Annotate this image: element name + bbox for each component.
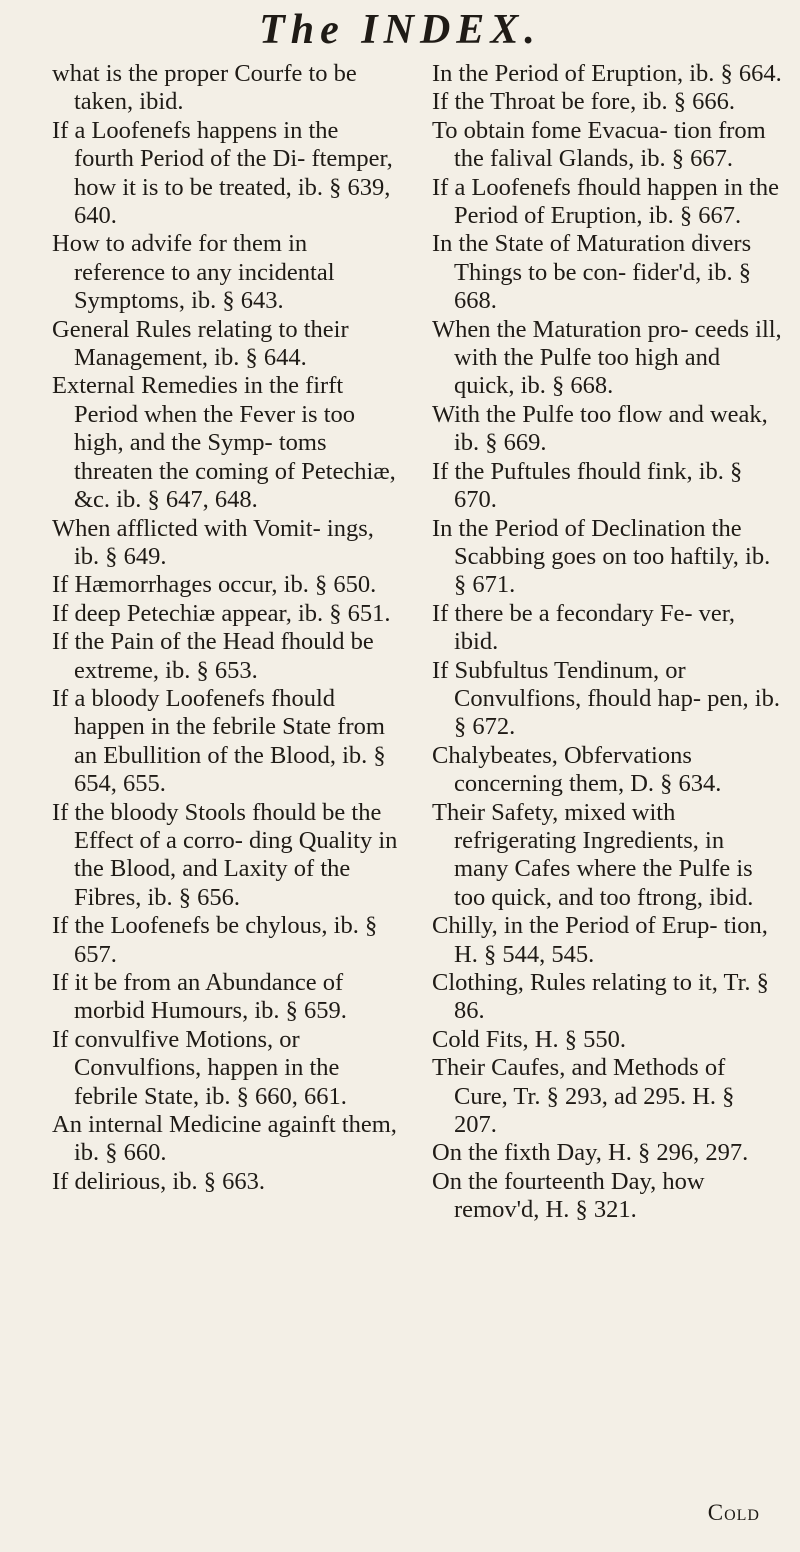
index-entry: When afflicted with Vomit- ings, ib. § 649.: [52, 514, 374, 570]
index-column-right: [432, 60, 782, 1225]
index-entry: Chalybeates, Obfervations concerning them, D. § 634.: [432, 741, 722, 798]
index-entry: How to advife for them in reference to any incidental Symptoms, ib. § 643.: [52, 230, 335, 315]
index-entry: If the Loofenefs be chylous, ib. § 657.: [52, 912, 378, 968]
index-entry: If convulfive Motions, or Convulfions, happen in the febrile State, ib. § 660, 661.: [52, 1025, 347, 1110]
index-entry: In the Period of Declination the Scabbing goes on too haftily, ib. § 671.: [432, 514, 771, 599]
index-entry: Cold Fits, H. § 550.: [432, 1025, 626, 1053]
index-entry: On the fixth Day, H. § 296, 297.: [432, 1139, 749, 1167]
index-entry: With the Pulfe too flow and weak, ib. § 669.: [432, 400, 768, 457]
index-entry: Clothing, Rules relating to it, Tr. § 86.: [432, 969, 769, 1025]
index-entry: In the Period of Eruption, ib. § 664.: [432, 60, 782, 87]
index-entry: If deep Petechiæ appear, ib. § 651.: [52, 599, 391, 627]
index-entry: If a bloody Loofenefs fhould happen in the febrile State from an Ebullition of the Blood, ib. § 654, 655.: [52, 684, 386, 798]
index-entry: If Subfultus Tendinum, or Convulfions, fhould hap- pen, ib. § 672.: [432, 656, 780, 741]
index-entry: If the bloody Stools fhould be the Effect of a corro- ding Quality in the Blood, and Laxity of the Fibres, ib. § 656.: [52, 798, 398, 911]
index-entry: If it be from an Abundance of morbid Humours, ib. § 659.: [52, 969, 347, 1025]
catchword: Cold: [707, 1500, 760, 1525]
index-entry: An internal Medicine againft them, ib. § 660.: [52, 1111, 397, 1167]
index-entry: If the Throat be fore, ib. § 666.: [432, 88, 735, 116]
index-entry: General Rules relating to their Management, ib. § 644.: [52, 315, 349, 372]
running-title: The INDEX.: [259, 7, 541, 53]
index-column-left: [52, 60, 402, 1196]
index-entry: If there be a fecondary Fe- ver, ibid.: [432, 599, 736, 656]
index-entry: If the Pain of the Head fhould be extreme, ib. § 653.: [52, 628, 374, 684]
index-entry: If a Loofenefs happens in the fourth Period of the Di- ftemper, how it is to be treated, ib. § 639, 640.: [52, 116, 393, 230]
index-entry: If the Puftules fhould fink, ib. § 670.: [432, 457, 743, 514]
index-entry: If delirious, ib. § 663.: [52, 1167, 265, 1195]
index-entry: When the Maturation pro- ceeds ill, with the Pulfe too high and quick, ib. § 668.: [432, 315, 782, 400]
index-entry: In the State of Maturation divers Things to be con- fider'd, ib. § 668.: [432, 230, 752, 315]
index-entry: If Hæmorrhages occur, ib. § 650.: [52, 571, 377, 599]
index-entry: On the fourteenth Day, how remov'd, H. § 321.: [432, 1167, 705, 1224]
index-entry: External Remedies in the firft Period when the Fever is too high, and the Symp- toms threaten the coming of Petechiæ, &c. ib. § 647, 648.: [52, 372, 396, 514]
index-entry: Their Safety, mixed with refrigerating Ingredients, in many Cafes where the Pulfe is too quick, and too ftrong, ibid.: [432, 798, 754, 911]
index-entry: If a Loofenefs fhould happen in the Period of Eruption, ib. § 667.: [432, 173, 779, 230]
index-entry: Chilly, in the Period of Erup- tion, H. § 544, 545.: [432, 912, 768, 968]
index-entry: what is the proper Courfe to be taken, ibid.: [52, 60, 357, 116]
index-entry: Their Caufes, and Methods of Cure, Tr. § 293, ad 295. H. § 207.: [432, 1054, 735, 1139]
index-entry: To obtain fome Evacua- tion from the falival Glands, ib. § 667.: [432, 116, 766, 173]
